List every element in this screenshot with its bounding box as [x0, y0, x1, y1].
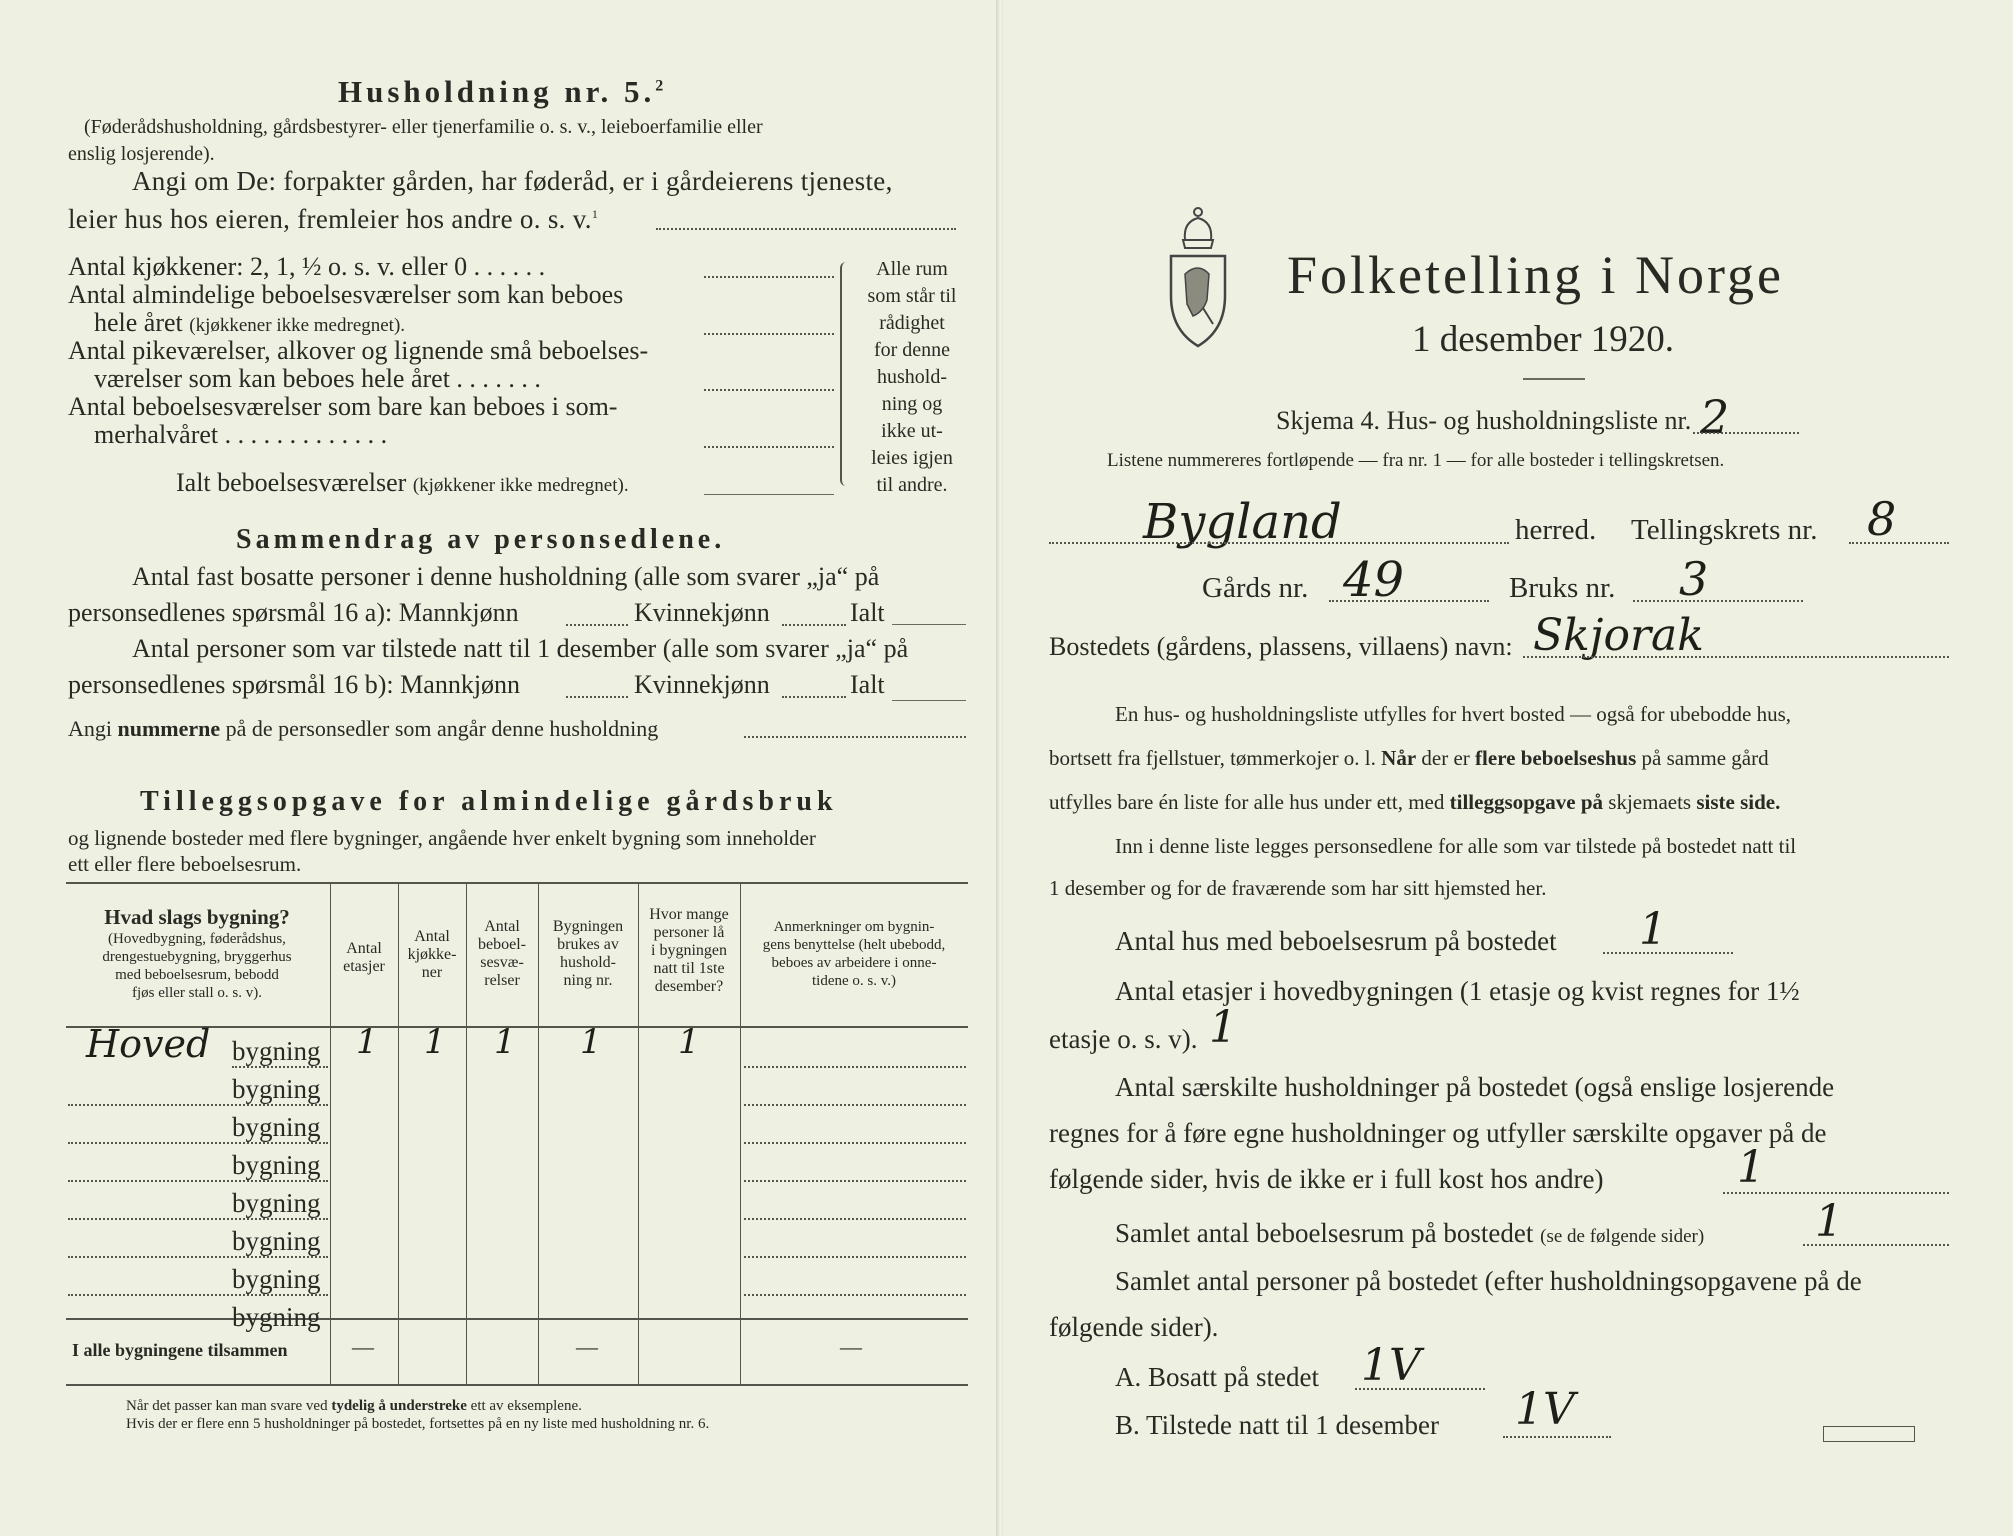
side-note-line: leies igjen [871, 447, 953, 469]
q-floors-2: etasje o. s. v). [1049, 1024, 1198, 1054]
bruks-value[interactable]: 3 [1679, 552, 1709, 606]
angi-nummerne: Angi nummerne på de personsedler som angår denne husholdning [68, 716, 659, 741]
tillegg-title: Tilleggsopgave for almindelige gårdsbruk [140, 786, 838, 817]
instr-5: 1 desember og for de fraværende som har sitt hjemsted her. [1049, 876, 1547, 900]
col-remarks-text: Anmerkninger om bygnin- [773, 919, 935, 935]
rooms-kitchens-answer[interactable] [704, 276, 834, 278]
col-persons-text: natt til 1ste [653, 960, 725, 977]
rooms-ordinary-1: Antal almindelige beboelsesværelser som kan beboes [68, 280, 624, 309]
row-label: bygning [232, 1074, 321, 1104]
col-rooms-text: beboel- [478, 936, 526, 953]
angi-line-1: Angi om De: forpakter gården, har føderåd, er i gårdeierens tjeneste, [132, 166, 893, 196]
right-page [1003, 0, 2013, 1536]
herred-label: herred. [1515, 514, 1597, 546]
col-remarks-head [740, 918, 968, 990]
fast-total-answer[interactable] [892, 624, 966, 625]
rooms-kitchens: Antal kjøkkener: 2, 1, ½ o. s. v. eller 0 . . . . . . [68, 252, 546, 281]
row-label: bygning [232, 1264, 321, 1294]
side-note-line: Alle rum [876, 258, 948, 280]
numbering-note: Listene nummereres fortløpende — fra nr. 1 — for alle bosteder i tellingskretsen. [1107, 450, 1725, 471]
row-underline[interactable] [68, 1180, 328, 1182]
household-intro-2: enslig losjerende). [68, 143, 215, 165]
col-persons-text: Hvor mange [649, 906, 729, 923]
side-note-line: for denne [873, 339, 951, 361]
row-label: bygning [232, 1150, 321, 1180]
col-household-text: Bygningen [552, 918, 624, 935]
tillegg-intro-2: ett eller flere beboelsesrum. [68, 852, 302, 876]
col-household-head [538, 918, 638, 990]
bosted-value[interactable]: Skjorak [1533, 610, 1704, 661]
tillegg-intro-1: og lignende bosteder med flere bygninger, angående hver enkelt bygning som inneholder [68, 826, 816, 850]
row1-kitchens[interactable]: 1 [424, 1022, 446, 1062]
skjema-label: Skjema 4. Hus- og husholdningsliste nr. [1276, 406, 1692, 435]
side-note-line: ning og [881, 393, 943, 415]
table-bottom-rule [66, 1384, 968, 1386]
rooms-summer-answer[interactable] [704, 446, 834, 448]
q-resident-line [1355, 1388, 1485, 1390]
skjema-number[interactable]: 2 [1700, 390, 1730, 444]
col-building-type-head [66, 904, 328, 1002]
col-kitchens-text: kjøkke- [407, 946, 457, 963]
q-households-3: følgende sider, hvis de ikke er i full kost hos andre) [1049, 1164, 1604, 1194]
instr-4: Inn i denne liste legges personsedlene for alle som var tilstede på bostedet natt til [1115, 834, 1797, 858]
herred-line [1049, 542, 1509, 544]
col-building-type-title: Hvad slags bygning? [104, 905, 290, 929]
household-title: Husholdning nr. 5.$^2$ [338, 74, 668, 109]
side-note-line: hushold- [877, 366, 947, 388]
row1-floors[interactable]: 1 [356, 1022, 378, 1062]
summary-present-2: personsedlenes spørsmål 16 b): Mannkjønn [68, 670, 521, 699]
bruks-line [1633, 600, 1803, 602]
present-total-label: Ialt [850, 670, 885, 699]
q-houses: Antal hus med beboelsesrum på bostedet [1115, 926, 1557, 956]
bosted-label: Bostedets (gårdens, plassens, villaens) navn: [1049, 632, 1513, 661]
total-label: I alle bygningene tilsammen [72, 1340, 288, 1360]
col-rooms-text: Antal [484, 918, 520, 935]
skjema-number-line [1693, 432, 1799, 434]
rooms-maid-1: Antal pikeværelser, alkover og lignende små beboelses- [68, 336, 649, 365]
col-persons-text: personer lå [653, 924, 725, 941]
summary-present-1: Antal personer som var tilstede natt til 1 desember (alle som svarer „ja“ på [132, 634, 909, 663]
summary-title: Sammendrag av personsedlene. [236, 524, 726, 555]
gards-value[interactable]: 49 [1343, 552, 1405, 608]
q-present-value[interactable]: 1V [1515, 1384, 1575, 1435]
instr-3: utfylles bare én liste for alle hus under ett, med tilleggsopgave på skjemaets siste side. [1049, 790, 1781, 814]
q-present-line [1503, 1436, 1611, 1438]
col-kitchens-text: ner [421, 964, 443, 981]
q-rooms-line [1803, 1244, 1949, 1246]
col-remarks-text: gens benyttelse (helt ubebodd, [762, 937, 946, 953]
rooms-total: Ialt beboelsesværelser (kjøkkener ikke medregnet). [176, 468, 629, 497]
side-note-line: til andre. [876, 474, 948, 496]
printer-stamp [1823, 1426, 1915, 1442]
q-floors-value[interactable]: 1 [1209, 1002, 1237, 1053]
side-note-line: ikke ut- [881, 420, 943, 442]
col-household-text: brukes av [557, 936, 619, 953]
bruks-label: Bruks nr. [1509, 572, 1616, 604]
q-households-value[interactable]: 1 [1737, 1142, 1765, 1193]
angi-line-2: leier hus hos eieren, fremleier hos andre o. s. v.$^1$ [68, 204, 599, 234]
left-page [0, 0, 1000, 1536]
remarks-underline[interactable] [744, 1180, 966, 1182]
fast-male-answer[interactable] [566, 624, 628, 626]
col-household-text: hushold- [560, 954, 616, 971]
angi-answer-line[interactable] [656, 228, 956, 230]
remarks-underline[interactable] [744, 1104, 966, 1106]
col-kitchens-text: Antal [414, 928, 450, 945]
row-label: bygning [232, 1302, 321, 1332]
table-total-rule [66, 1318, 968, 1320]
q-houses-value[interactable]: 1 [1639, 904, 1667, 955]
present-female-label: Kvinnekjønn [634, 670, 770, 699]
q-rooms-value[interactable]: 1 [1815, 1196, 1843, 1247]
col-rooms-head [466, 918, 538, 990]
col-building-type-note: med beboelsesrum, bebodd [115, 967, 279, 983]
row1-building-type[interactable]: Hoved [86, 1022, 211, 1066]
q-households-2: regnes for å føre egne husholdninger og utfyller særskilte opgaver på de [1049, 1118, 1827, 1148]
summary-fast-1: Antal fast bosatte personer i denne husholdning (alle som svarer „ja“ på [132, 562, 880, 591]
row1-rooms[interactable]: 1 [494, 1022, 516, 1062]
krets-value[interactable]: 8 [1867, 492, 1897, 546]
rooms-side-note [852, 256, 972, 499]
krets-line [1849, 542, 1949, 544]
present-female-answer[interactable] [782, 696, 846, 698]
col-persons-text: desember? [654, 978, 724, 995]
remarks-underline[interactable] [744, 1066, 966, 1068]
remarks-underline[interactable] [744, 1142, 966, 1144]
q-present: B. Tilstede natt til 1 desember [1115, 1410, 1439, 1440]
rooms-ordinary-answer[interactable] [704, 333, 834, 335]
row-label: bygning [232, 1036, 321, 1066]
rooms-brace [840, 262, 846, 486]
table-top-rule [66, 882, 968, 884]
instr-2: bortsett fra fjellstuer, tømmerkojer o. l. Når der er flere beboelseshus på samme gård [1049, 746, 1769, 770]
q-floors-1: Antal etasjer i hovedbygningen (1 etasje og kvist regnes for 1½ [1115, 976, 1800, 1006]
col-persons-text: i bygningen [651, 942, 727, 959]
total-floors: — [352, 1334, 374, 1359]
total-household: — [576, 1334, 598, 1359]
footnote-2: Hvis der er flere enn 5 husholdninger på bostedet, fortsettes på en ny liste med husholdning nr. 6. [126, 1416, 710, 1432]
rooms-ordinary-2: hele året (kjøkkener ikke medregnet). [94, 308, 406, 337]
col-building-type-note: drengestuebygning, bryggerhus [102, 949, 292, 965]
col-remarks-text: beboes av arbeidere i onne- [771, 955, 937, 971]
fast-female-label: Kvinnekjønn [634, 598, 770, 627]
col-floors-text: Antal [346, 940, 382, 957]
col-rooms-text: sesvæ- [480, 954, 524, 971]
q-households-line [1723, 1192, 1949, 1194]
q-households-1: Antal særskilte husholdninger på bostedet (også enslige losjerende [1115, 1072, 1835, 1102]
present-male-answer[interactable] [566, 696, 628, 698]
row-underline[interactable] [68, 1142, 328, 1144]
rooms-maid-2: værelser som kan beboes hele året . . . . . . . [94, 364, 541, 393]
q-persons-2: følgende sider). [1049, 1312, 1219, 1342]
remarks-underline[interactable] [744, 1256, 966, 1258]
bosted-line [1523, 656, 1949, 658]
q-rooms: Samlet antal beboelsesrum på bostedet (se de følgende sider) [1115, 1218, 1705, 1248]
rooms-summer-2: merhalvåret . . . . . . . . . . . . . [94, 420, 388, 449]
side-note-line: rådighet [879, 312, 945, 334]
q-resident: A. Bosatt på stedet [1115, 1362, 1319, 1392]
rooms-total-answer[interactable] [704, 494, 834, 495]
gards-line [1329, 600, 1489, 602]
col-persons-head [638, 906, 740, 996]
col-household-text: ning nr. [563, 972, 613, 989]
row-underline[interactable] [68, 1256, 328, 1258]
gards-label: Gårds nr. [1202, 572, 1309, 604]
q-houses-line [1603, 952, 1733, 954]
row-label: bygning [232, 1226, 321, 1256]
row1-persons[interactable]: 1 [678, 1022, 700, 1062]
coat-of-arms-icon [1163, 200, 1233, 350]
row1-household[interactable]: 1 [580, 1022, 602, 1062]
nummerne-answer[interactable] [744, 736, 966, 738]
row-label: bygning [232, 1188, 321, 1218]
remarks-underline[interactable] [744, 1294, 966, 1296]
col-rooms-text: relser [484, 972, 520, 989]
col-kitchens-head [398, 928, 466, 982]
q-resident-value[interactable]: 1V [1361, 1340, 1421, 1391]
herred-value[interactable]: Bygland [1143, 494, 1342, 550]
row-underline[interactable] [68, 1294, 328, 1296]
row-underline[interactable] [68, 1218, 328, 1220]
col-floors-head [330, 940, 398, 976]
col-building-type-note: (Hovedbygning, føderådshus, [108, 931, 286, 947]
title-separator [1523, 378, 1585, 380]
row-underline [232, 1066, 328, 1068]
household-intro-1: (Føderådshusholdning, gårdsbestyrer- eller tjenerfamilie o. s. v., leieboerfamilie eller [84, 116, 763, 138]
q-persons-1: Samlet antal personer på bostedet (efter husholdningsopgavene på de [1115, 1266, 1862, 1296]
total-remarks: — [840, 1334, 862, 1359]
side-note-line: som står til [867, 285, 957, 307]
fast-total-label: Ialt [850, 598, 885, 627]
row-underline[interactable] [68, 1104, 328, 1106]
col-floors-text: etasjer [343, 958, 385, 975]
remarks-underline[interactable] [744, 1218, 966, 1220]
summary-fast-2: personsedlenes spørsmål 16 a): Mannkjønn [68, 598, 519, 627]
col-building-type-note: fjøs eller stall o. s. v). [132, 985, 262, 1001]
rooms-summer-1: Antal beboelsesværelser som bare kan beboes i som- [68, 392, 618, 421]
rooms-maid-answer[interactable] [704, 389, 834, 391]
instr-1: En hus- og husholdningsliste utfylles for hvert bosted — også for ubebodde hus, [1115, 702, 1791, 726]
footnote-1: Når det passer kan man svare ved tydelig å understreke ett av eksemplene. [126, 1398, 582, 1414]
krets-label: Tellingskrets nr. [1631, 514, 1818, 546]
present-total-answer[interactable] [892, 700, 966, 701]
census-title: Folketelling i Norge [1287, 245, 1784, 305]
col-remarks-text: tidene o. s. v.) [811, 973, 896, 989]
row-label: bygning [232, 1112, 321, 1142]
fast-female-answer[interactable] [782, 624, 846, 626]
census-date: 1 desember 1920. [1412, 319, 1675, 360]
